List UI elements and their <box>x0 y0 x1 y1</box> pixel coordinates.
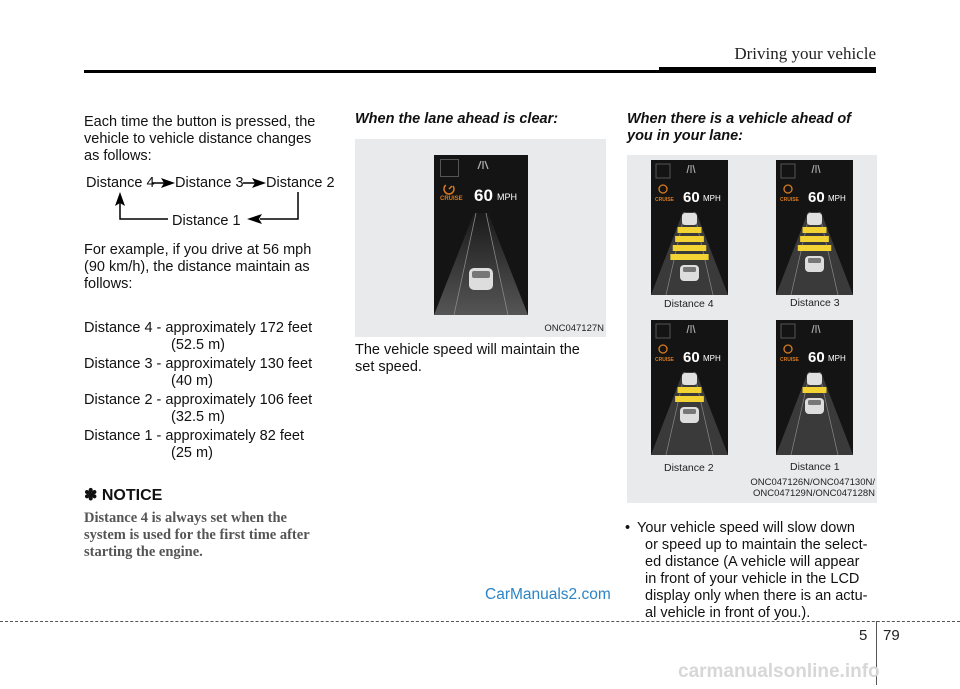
example-paragraph <box>84 242 334 293</box>
clear-lane-line: The vehicle speed will maintain the <box>355 342 580 358</box>
set-speed: 60 <box>808 349 825 366</box>
set-speed: 60 <box>474 186 493 205</box>
lcd-distance-1 <box>776 320 853 455</box>
bullet-item <box>627 520 879 622</box>
page-number: 79 <box>883 627 900 644</box>
cycle-distance-1: Distance 1 <box>172 213 241 229</box>
lcd-indicator-box <box>656 164 670 178</box>
cruise-label: CRUISE <box>655 197 674 203</box>
distance-bar <box>673 245 706 251</box>
bullet-line: ed distance (A vehicle will appear <box>645 554 860 570</box>
clear-lane-heading: When the lane ahead is clear: <box>355 111 559 127</box>
own-vehicle-window <box>683 267 696 272</box>
lead-vehicle <box>682 213 697 225</box>
notice-line: Distance 4 is always set when the <box>84 510 287 526</box>
intro-line: Each time the button is pressed, the <box>84 114 316 130</box>
cruise-icon <box>659 185 667 193</box>
set-speed: 60 <box>808 189 825 206</box>
speed-unit: MPH <box>828 194 846 203</box>
distance-metric: (32.5 m) <box>171 409 225 425</box>
clear-lane-image-code: ONC047127N <box>544 323 604 334</box>
lane-icon <box>476 160 490 170</box>
notice-body <box>84 510 344 561</box>
distance-bar <box>675 236 704 242</box>
distance-item <box>84 356 334 390</box>
example-line: follows: <box>84 276 133 292</box>
road-graphic <box>434 213 528 315</box>
cruise-label: CRUISE <box>780 357 799 363</box>
chapter-number: 5 <box>859 627 868 644</box>
cycle-distance-4: Distance 4 <box>86 175 155 191</box>
cycle-arrows <box>84 170 339 230</box>
set-speed: 60 <box>683 189 700 206</box>
label-distance-3: Distance 3 <box>790 297 840 309</box>
lcd-graphic <box>651 160 728 295</box>
speed-unit: MPH <box>703 354 721 363</box>
distance-bar <box>675 396 704 402</box>
cruise-label: CRUISE <box>655 357 674 363</box>
bullet-line: in front of your vehicle in the LCD <box>645 571 860 587</box>
label-distance-2: Distance 2 <box>664 462 714 474</box>
lane-icon <box>812 325 820 333</box>
distance-item <box>84 428 334 462</box>
label-distance-1: Distance 1 <box>790 461 840 473</box>
cruise-label: CRUISE <box>780 197 799 203</box>
example-line: (90 km/h), the distance maintain as <box>84 259 310 275</box>
distance-cycle-diagram <box>84 170 339 230</box>
lead-vehicle <box>807 213 822 225</box>
bullet-dot: • <box>625 520 631 536</box>
set-speed: 60 <box>683 349 700 366</box>
lane-icon <box>687 165 695 173</box>
notice-line: starting the engine. <box>84 544 203 560</box>
clear-lane-figure <box>355 139 606 337</box>
distance-bar <box>803 387 827 393</box>
image-code-line: ONC047126N/ONC047130N/ <box>750 477 875 488</box>
header-rule <box>84 70 659 73</box>
lcd-indicator-box <box>440 159 459 177</box>
carmanualsonline-watermark[interactable]: carmanualsonline.info <box>678 661 880 682</box>
own-vehicle-window <box>683 409 696 414</box>
speed-unit: MPH <box>703 194 721 203</box>
image-code-line: ONC047129N/ONC047128N <box>753 488 875 499</box>
vehicle-ahead-heading <box>627 111 851 145</box>
cruise-label: CRUISE <box>440 196 463 202</box>
distance-bar <box>798 245 831 251</box>
distance-item <box>84 320 334 354</box>
cycle-distance-3: Distance 3 <box>175 175 244 191</box>
carmanuals-watermark[interactable]: CarManuals2.com <box>485 586 611 603</box>
distance-bar <box>800 236 829 242</box>
heading-line: When there is a vehicle ahead of <box>627 111 852 127</box>
lcd-screen <box>434 155 528 315</box>
lcd-distance-4 <box>651 160 728 295</box>
cruise-icon <box>659 345 667 353</box>
lcd-graphic <box>776 320 853 455</box>
intro-line: vehicle to vehicle distance changes <box>84 131 312 147</box>
distance-bar <box>678 387 702 393</box>
bullet-line: al vehicle in front of you.). <box>645 605 811 621</box>
distance-item <box>84 392 334 426</box>
distance-bar <box>803 227 827 233</box>
own-vehicle-window <box>808 258 821 263</box>
cruise-icon <box>442 182 456 196</box>
section-title: Driving your vehicle <box>734 44 876 63</box>
lcd-graphic <box>651 320 728 455</box>
notice-title: ✽ NOTICE <box>84 487 163 504</box>
notice-line: system is used for the first time after <box>84 527 310 543</box>
distance-metric: (40 m) <box>171 373 213 389</box>
distance-line: Distance 4 - approximately 172 feet <box>84 320 313 336</box>
distance-bar <box>670 254 708 260</box>
cycle-distance-2: Distance 2 <box>266 175 335 191</box>
lcd-indicator-box <box>781 324 795 338</box>
distance-line: Distance 2 - approximately 106 feet <box>84 392 313 408</box>
cruise-icon <box>784 185 792 193</box>
lcd-indicator-box <box>656 324 670 338</box>
clear-lane-line: set speed. <box>355 359 422 375</box>
header-rule-thick <box>659 67 876 73</box>
distance-list <box>84 320 334 462</box>
intro-line: as follows: <box>84 148 152 164</box>
vehicle-ahead-figure <box>627 155 877 503</box>
lcd-graphic <box>776 160 853 295</box>
lcd-distance-2 <box>651 320 728 455</box>
lcd-grid <box>627 155 877 503</box>
clear-lane-text <box>355 342 610 376</box>
distance-metric: (52.5 m) <box>171 337 225 353</box>
intro-paragraph <box>84 114 334 165</box>
cruise-icon <box>784 345 792 353</box>
bullet-paragraph <box>627 520 879 622</box>
speed-unit: MPH <box>497 192 517 202</box>
bullet-line: display only when there is an actu- <box>645 588 868 604</box>
distance-metric: (25 m) <box>171 445 213 461</box>
lane-icon <box>687 325 695 333</box>
bullet-line: or speed up to maintain the select- <box>645 537 868 553</box>
lcd-distance-3 <box>776 160 853 295</box>
bullet-line: Your vehicle speed will slow down <box>637 520 855 536</box>
distance-line: Distance 1 - approximately 82 feet <box>84 428 305 444</box>
distance-line: Distance 3 - approximately 130 feet <box>84 356 313 372</box>
lead-vehicle <box>807 373 822 385</box>
own-vehicle-window <box>808 400 821 405</box>
speed-unit: MPH <box>828 354 846 363</box>
vehicle-ahead-image-codes <box>750 477 875 499</box>
distance-bar <box>678 227 702 233</box>
label-distance-4: Distance 4 <box>664 298 714 310</box>
lead-vehicle <box>682 373 697 385</box>
lcd-indicator-box <box>781 164 795 178</box>
footer-divider <box>0 621 960 622</box>
heading-line: you in your lane: <box>627 128 744 144</box>
example-line: For example, if you drive at 56 mph <box>84 242 312 258</box>
lane-icon <box>812 165 820 173</box>
